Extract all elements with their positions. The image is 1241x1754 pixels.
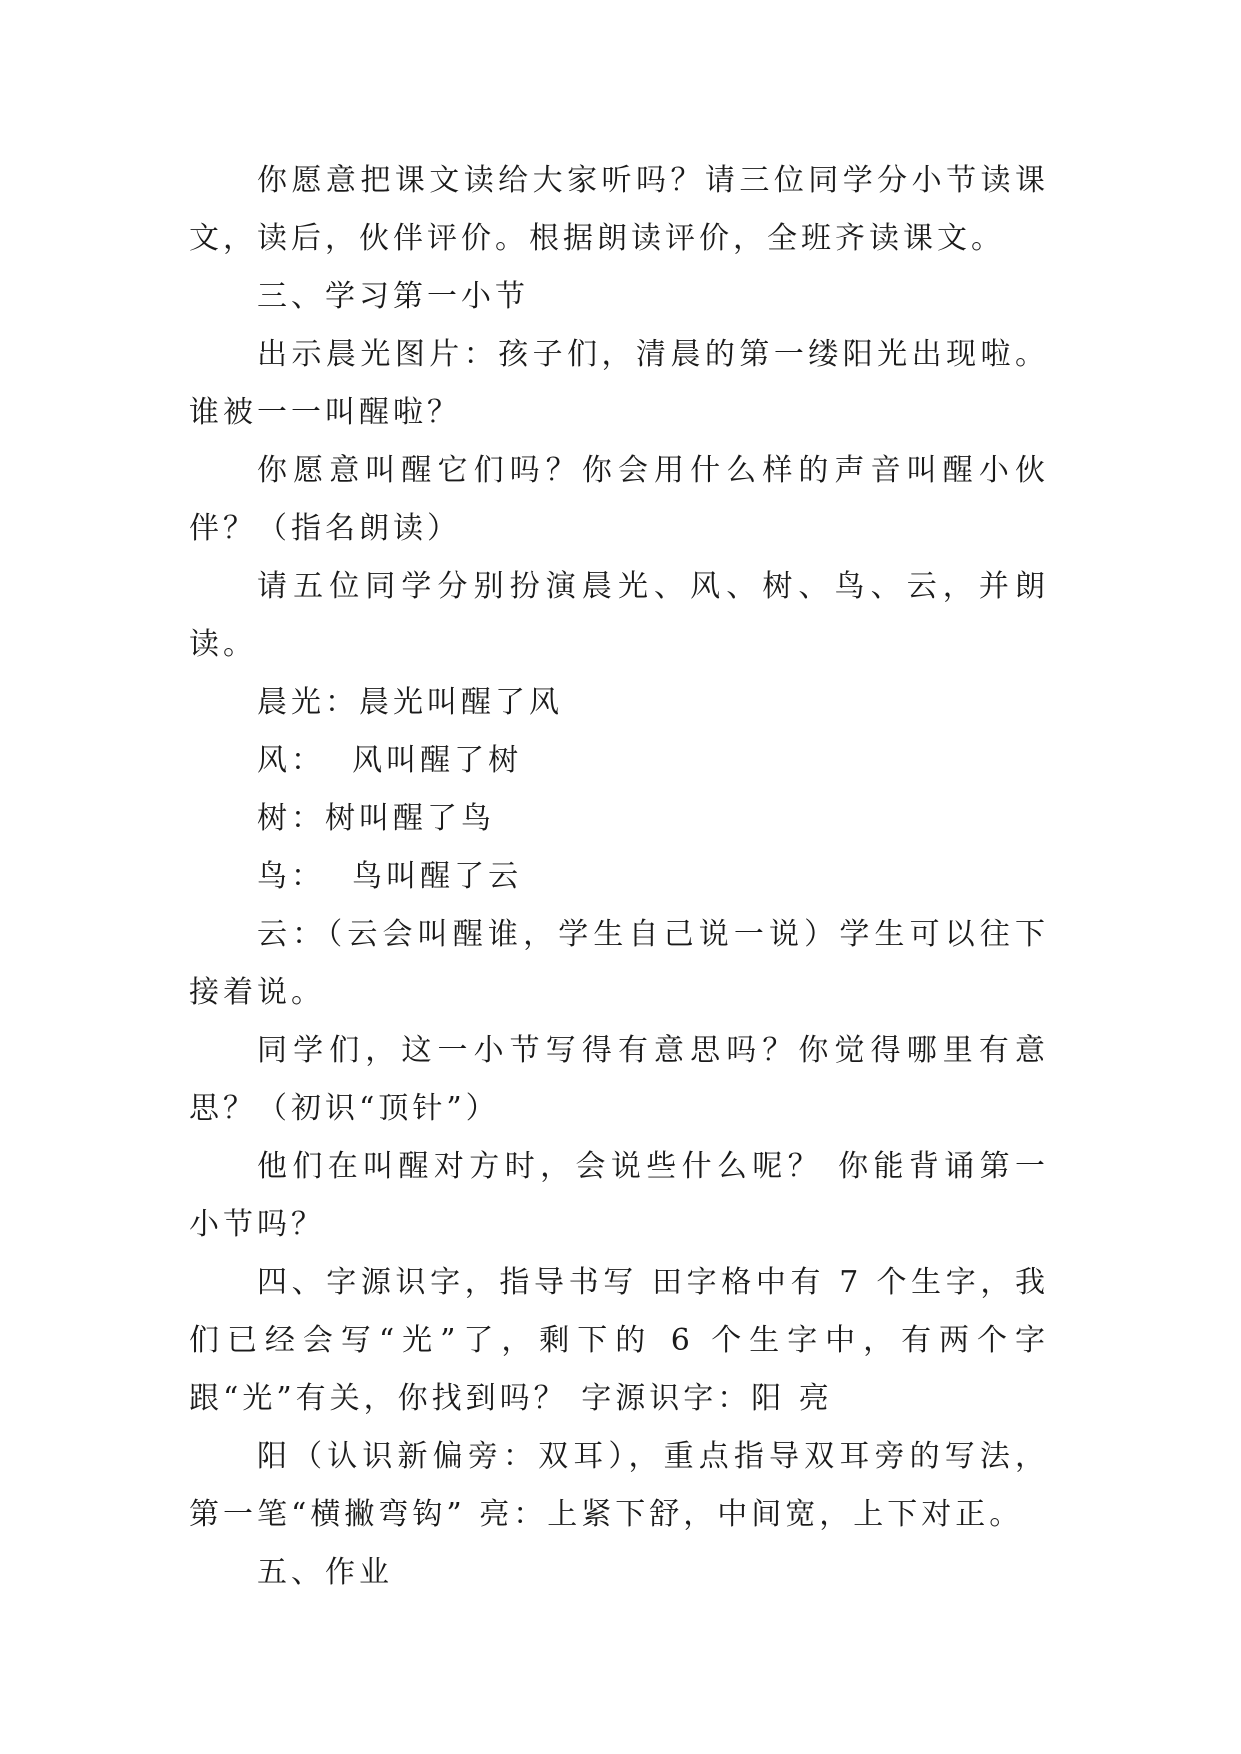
paragraph-wake-them-up: 你愿意叫醒它们吗？你会用什么样的声音叫醒小伙伴？（指名朗读） [189, 453, 1049, 546]
paragraph-recite-question: 他们在叫醒对方时，会说些什么呢？ 你能背诵第一小节吗？ [189, 1149, 1049, 1242]
paragraph-morning-light-picture: 出示晨光图片：孩子们，清晨的第一缕阳光出现啦。谁被一一叫醒啦？ [189, 337, 1049, 430]
document-body [189, 152, 1049, 1602]
heading-section-five: 五、作业 [257, 1555, 393, 1590]
dialogue-line-wind: 风： 风叫醒了树 [257, 743, 523, 778]
dialogue-line-morning-light: 晨光：晨光叫醒了风 [257, 685, 563, 720]
paragraph-read-aloud: 你愿意把课文读给大家听吗？请三位同学分小节读课文，读后，伙伴评价。根据朗读评价，全班齐读课文。 [189, 163, 1049, 256]
heading-section-three: 三、学习第一小节 [257, 279, 529, 314]
paragraph-interesting-question: 同学们，这一小节写得有意思吗？你觉得哪里有意思？（初识“顶针”） [189, 1033, 1049, 1126]
dialogue-line-bird: 鸟： 鸟叫醒了云 [257, 859, 523, 894]
dialogue-line-cloud: 云：（云会叫醒谁，学生自己说一说）学生可以往下接着说。 [189, 917, 1049, 1010]
paragraph-role-play: 请五位同学分别扮演晨光、风、树、鸟、云，并朗读。 [189, 569, 1049, 662]
paragraph-section-four: 四、字源识字，指导书写 田字格中有 7 个生字，我们已经会写“光”了，剩下的 6 个生字中，有两个字跟“光”有关，你找到吗？ 字源识字：阳 亮 [189, 1265, 1049, 1416]
paragraph-writing-guidance: 阳（认识新偏旁：双耳），重点指导双耳旁的写法，第一笔“横撇弯钩” 亮：上紧下舒，中间宽，上下对正。 [189, 1439, 1049, 1532]
dialogue-line-tree: 树：树叫醒了鸟 [257, 801, 495, 836]
